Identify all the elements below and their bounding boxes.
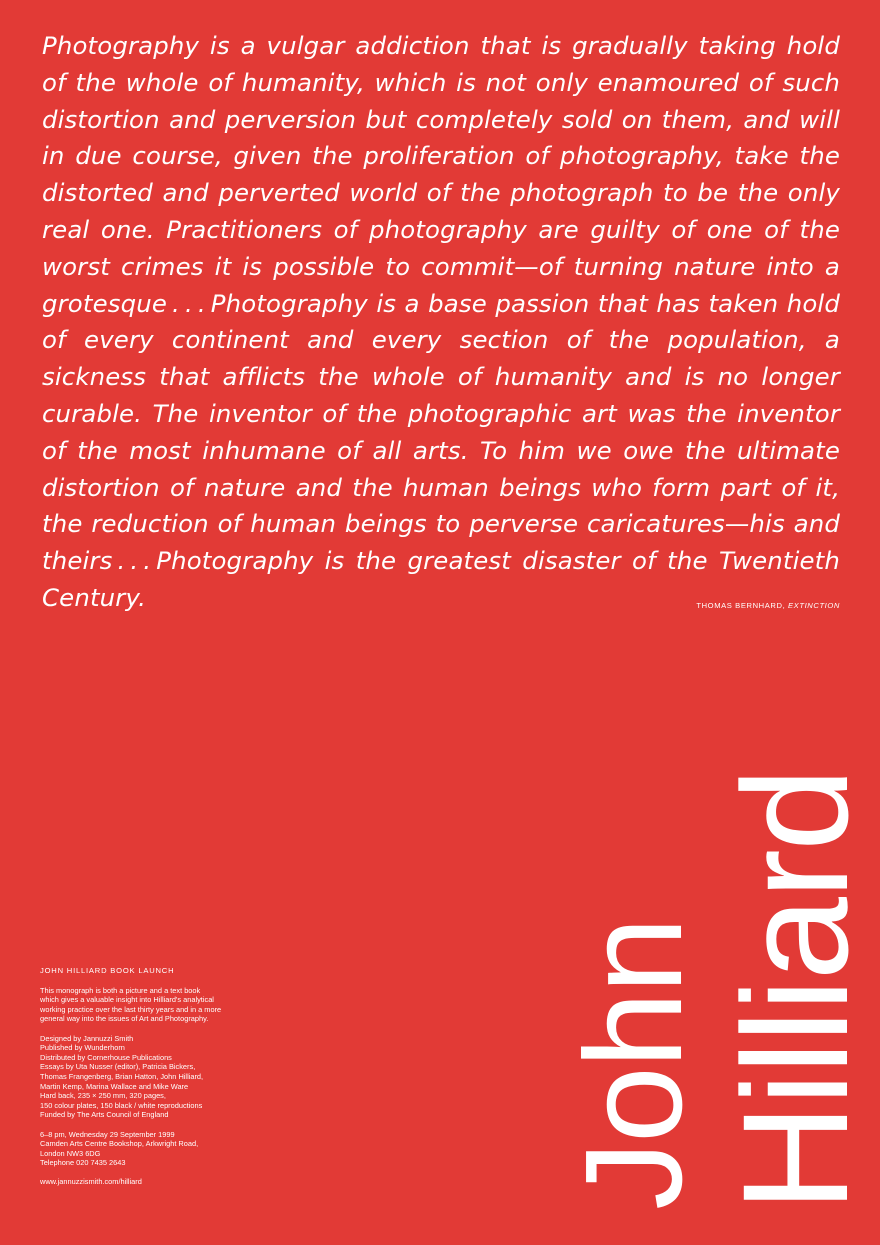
- name-last: Hilliard: [711, 769, 879, 1212]
- quote-text: Photography is a vulgar addiction that is gradually taking hold of the whole of humanity, which is not only enamoured of such distortion and perversion but completely sold on them, and will in due course, given the proliferation of photography, take the distorted and perverted world of the photograph to be the only real one. Practitioners of photography are guilty of one of the worst crimes it is possible to commit—of turning nature into a grotesque . . . Photography is a base passion that has taken hold of every continent and every section of the population, a sickness that afflicts the whole of humanity and is no longer curable. The inventor of the photographic art was the inventor of the most inhumane of all arts. To him we owe the ultimate distortion of nature and the human beings who form part of it, the reduction of human beings to perverse caricatures—his and theirs . . . Photography is the greatest disaster of the Twentieth Century.: [42, 31, 840, 612]
- credits-line: Thomas Frangenberg, Brian Hatton, John Hilliard,: [40, 1071, 204, 1081]
- credits-line: Funded by The Arts Council of England: [40, 1110, 169, 1120]
- credits-line: Essays by Uta Nusser (editor), Patricia Bickers,: [40, 1062, 196, 1072]
- event-info: [40, 966, 240, 1197]
- credits-line: Designed by Jannuzzi Smith: [40, 1033, 134, 1043]
- quote-attribution: [696, 601, 840, 610]
- event-line: Telephone 020 7435 2643: [40, 1158, 126, 1168]
- event-line: Camden Arts Centre Bookshop, Arkwright Road,: [40, 1139, 199, 1149]
- quote-source: EXTINCTION: [788, 601, 840, 610]
- description-line: general way into the issues of Art and Photography.: [40, 1014, 209, 1024]
- credits-line: Published by Wunderhorn: [40, 1043, 125, 1053]
- name-first: John: [557, 918, 711, 1210]
- description-line: working practice over the last thirty years and in a more: [40, 1004, 222, 1014]
- event-heading: JOHN HILLIARD BOOK LAUNCH: [40, 966, 175, 975]
- event-line: London NW3 6DG: [40, 1148, 101, 1158]
- credits-line: Martin Kemp, Marina Wallace and Mike Ware: [40, 1081, 189, 1091]
- book-credits: [40, 1034, 240, 1120]
- quote-author: THOMAS BERNHARD,: [696, 601, 786, 610]
- book-description: [40, 986, 240, 1024]
- event-details: [40, 1130, 240, 1168]
- description-line: This monograph is both a picture and a text book: [40, 985, 201, 995]
- credits-line: 150 colour plates, 150 black / white reproductions: [40, 1100, 203, 1110]
- credits-line: Hard back, 235 × 250 mm, 320 pages,: [40, 1091, 166, 1101]
- event-line: 6–8 pm, Wednesday 29 September 1999: [40, 1129, 175, 1139]
- description-line: which gives a valuable insight into Hilliard's analytical: [40, 995, 214, 1005]
- credits-line: Distributed by Cornerhouse Publications: [40, 1052, 172, 1062]
- website-link[interactable]: www.jannuzzismith.com/hilliard: [40, 1177, 142, 1187]
